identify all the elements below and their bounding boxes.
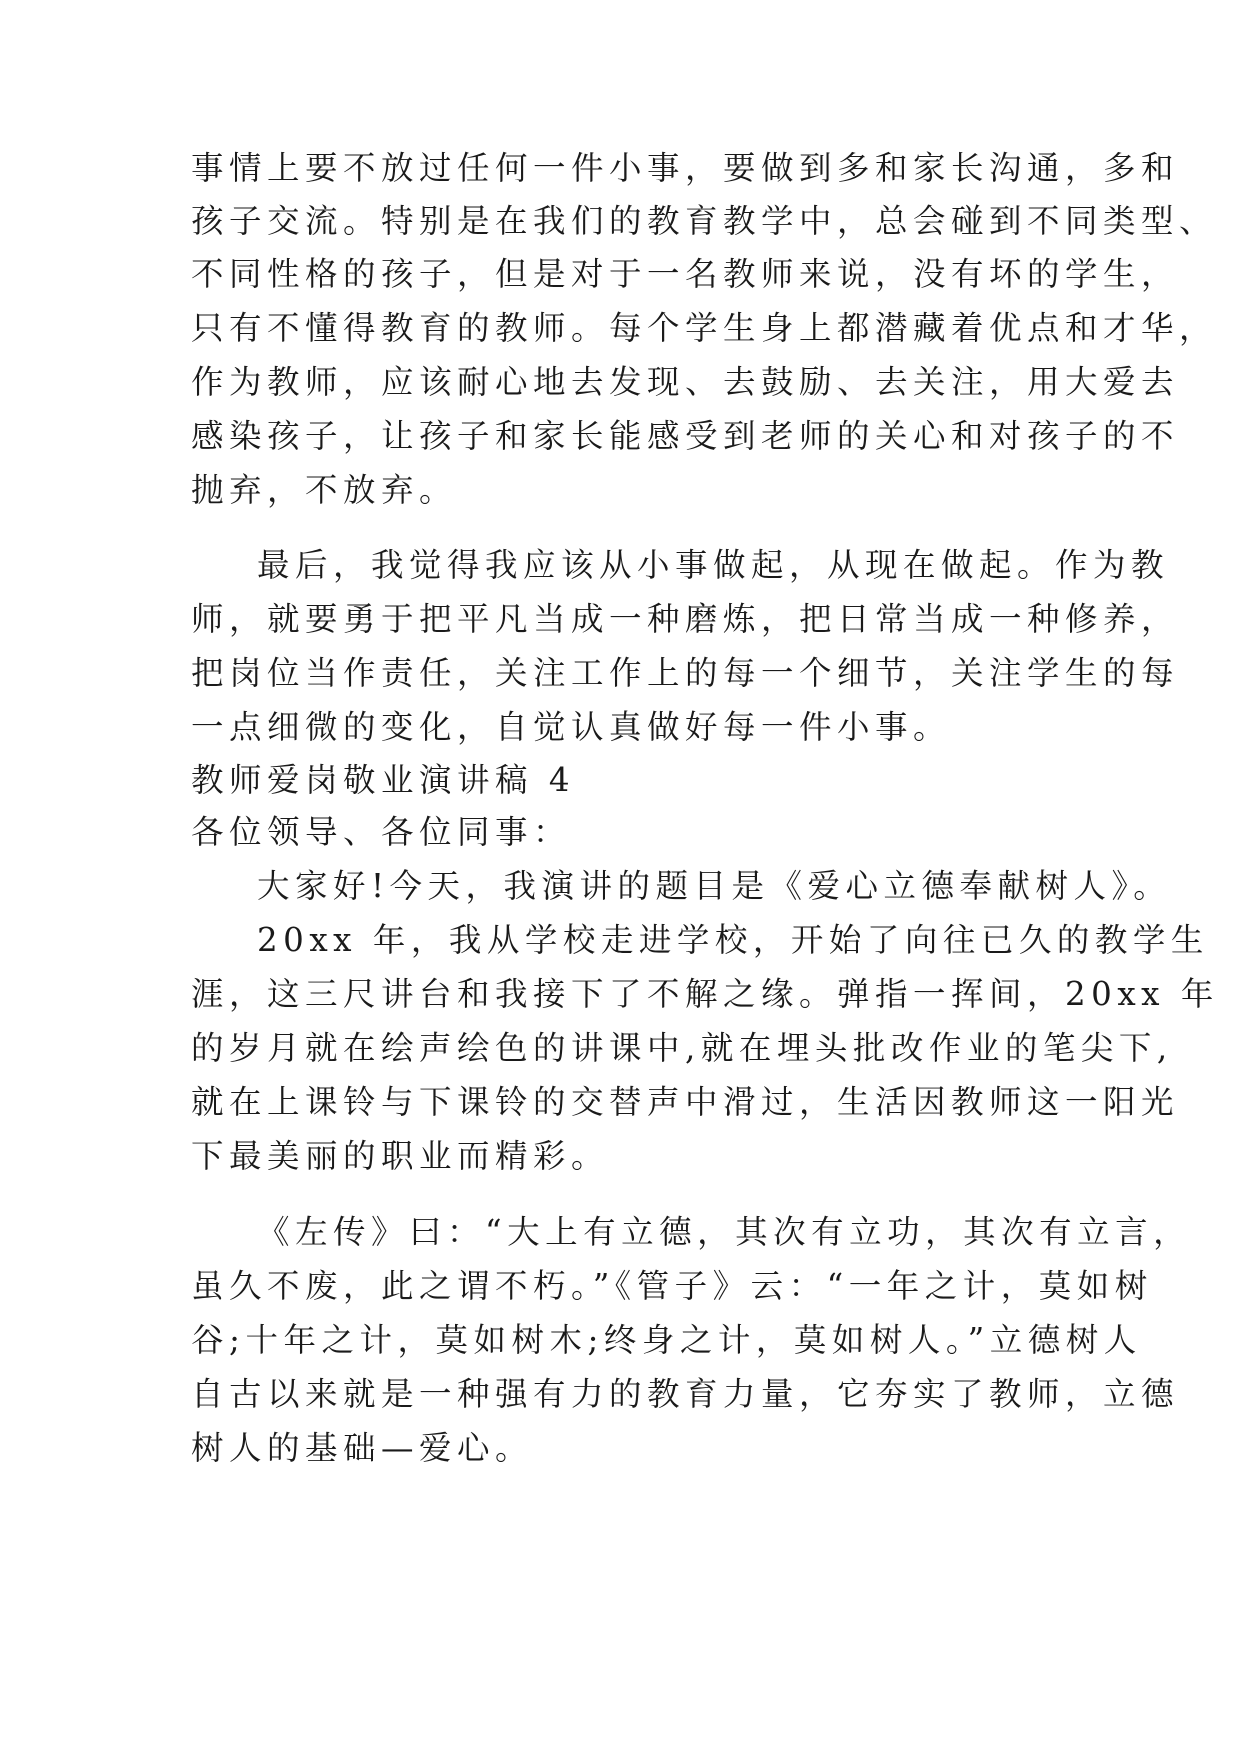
paragraph-line: 师，就要勇于把平凡当成一种磨炼，把日常当成一种修养，	[191, 600, 1180, 638]
paragraph-line: 的岁月就在绘声绘色的讲课中,就在埋头批改作业的笔尖下,	[191, 1029, 1173, 1067]
paragraph-line: 谷;十年之计，莫如树木;终身之计，莫如树人。”立德树人	[191, 1321, 1142, 1359]
section-heading: 教师爱岗敬业演讲稿 4	[191, 761, 576, 799]
paragraph-line: 下最美丽的职业而精彩。	[191, 1137, 610, 1175]
paragraph-line: 不同性格的孩子，但是对于一名教师来说，没有坏的学生，	[191, 255, 1180, 293]
paragraph-line: 作为教师，应该耐心地去发现、去鼓励、去关注，用大爱去	[191, 363, 1180, 401]
paragraph-line: 大家好!今天，我演讲的题目是《爱心立德奉献树人》。	[257, 867, 1172, 905]
paragraph-line: 感染孩子，让孩子和家长能感受到老师的关心和对孩子的不	[191, 417, 1180, 455]
paragraph-line: 一点细微的变化，自觉认真做好每一件小事。	[191, 708, 952, 746]
paragraph-line: 就在上课铃与下课铃的交替声中滑过，生活因教师这一阳光	[191, 1083, 1180, 1121]
paragraph-line: 把岗位当作责任，关注工作上的每一个细节，关注学生的每	[191, 654, 1180, 692]
paragraph-line: 事情上要不放过任何一件小事，要做到多和家长沟通，多和	[191, 149, 1180, 187]
paragraph-line: 虽久不废，此之谓不朽。”《管子》云：“一年之计，莫如树	[191, 1267, 1153, 1305]
paragraph-line: 20xx 年，我从学校走进学校，开始了向往已久的教学生	[257, 921, 1209, 959]
paragraph-line: 抛弃，不放弃。	[191, 471, 458, 509]
paragraph-line: 涯，这三尺讲台和我接下了不解之缘。弹指一挥间，20xx 年	[191, 975, 1219, 1013]
paragraph-line: 只有不懂得教育的教师。每个学生身上都潜藏着优点和才华，	[191, 309, 1218, 347]
salutation: 各位领导、各位同事：	[191, 813, 572, 851]
paragraph-line: 树人的基础—爱心。	[191, 1429, 534, 1467]
paragraph-line: 自古以来就是一种强有力的教育力量，它夯实了教师，立德	[191, 1375, 1180, 1413]
paragraph-line: 孩子交流。特别是在我们的教育教学中，总会碰到不同类型、	[191, 202, 1218, 240]
paragraph-line: 《左传》曰：“大上有立德，其次有立功，其次有立言，	[257, 1213, 1192, 1251]
paragraph-line: 最后，我觉得我应该从小事做起，从现在做起。作为教	[257, 546, 1170, 584]
